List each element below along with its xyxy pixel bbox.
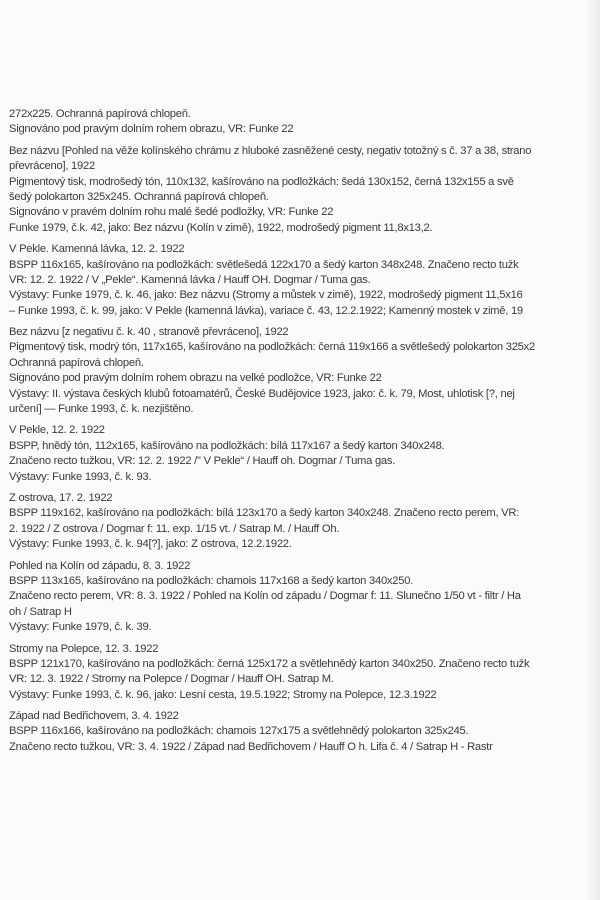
entry-line: Signováno pod pravým dolním rohem obrazu, VR: Funke 22 bbox=[9, 123, 294, 136]
entry-title: Stromy na Polepce, 12. 3. 1922 bbox=[9, 642, 159, 655]
catalog-text bbox=[9, 107, 600, 761]
entry-line: Výstavy: Funke 1993, č. k. 96, jako: Lesní cesta, 19.5.1922; Stromy na Polepce, 12.3.1922 bbox=[9, 688, 437, 701]
entry-line: Značeno recto tužkou, VR: 12. 2. 1922 /" V Pekle“ / Hauff oh. Dogmar / Tuma gas. bbox=[9, 455, 396, 468]
catalog-entry bbox=[9, 709, 600, 755]
entry-title: Z ostrova, 17. 2. 1922 bbox=[9, 491, 113, 504]
entry-line: Značeno recto tužkou, VR: 3. 4. 1922 / Západ nad Bedřichovem / Hauff O h. Lifa č. 4 / Satrap H - Rastr bbox=[9, 740, 493, 753]
entry-line: BSPP 119x162, kašírováno na podložkách: bílá 123x170 a šedý karton 340x248. Značeno recto perem, VR: bbox=[9, 507, 520, 520]
entry-line: šedý polokarton 325x245. Ochranná papírová chlopeň. bbox=[9, 190, 269, 203]
entry-line: Výstavy: Funke 1979, č. k. 46, jako: Bez názvu (Stromy a můstek v zimě), 1922, modrošedý pigment 11,5x16 bbox=[9, 289, 523, 302]
entry-line: 2. 1922 / Z ostrova / Dogmar f: 11. exp. 1/15 vt. / Satrap M. / Hauff Oh. bbox=[9, 522, 340, 535]
entry-line: BSPP 116x166, kašírováno na podložkách: chamois 127x175 a světlehnědý polokarton 325x245. bbox=[9, 725, 469, 738]
entry-line: BSPP 116x165, kašírováno na podložkách: světlešedá 122x170 a šedý karton 348x248. Značeno recto tužk bbox=[9, 258, 519, 271]
entry-line: oh / Satrap H bbox=[9, 605, 72, 618]
entry-line: BSPP 121x170, kašírováno na podložkách: černá 125x172 a světlehnědý karton 340x250. Značeno recto tužk bbox=[9, 657, 530, 670]
entry-line: Pigmentový tisk, modrý tón, 117x165, kašírováno na podložkách: černá 119x166 a světlešedý polokarton 325x2 bbox=[9, 341, 535, 354]
catalog-entry bbox=[9, 107, 600, 138]
entry-title: Bez názvu [z negativu č. k. 40 , stranově převráceno], 1922 bbox=[9, 326, 289, 339]
entry-line: Značeno recto perem, VR: 8. 3. 1922 / Pohled na Kolín od západu / Dogmar f: 11. Slunečno 1/50 vt - filtr / Ha bbox=[9, 590, 521, 603]
entry-line: Funke 1979, č.k. 42, jako: Bez názvu (Kolín v zimě), 1922, modrošedý pigment 11,8x13,2. bbox=[9, 221, 433, 234]
catalog-entry bbox=[9, 642, 600, 704]
entry-title: Západ nad Bedřichovem, 3. 4. 1922 bbox=[9, 710, 179, 723]
entry-line: BSPP, hnědý tón, 112x165, kašírováno na podložkách: bílá 117x167 a šedý karton 340x248. bbox=[9, 439, 445, 452]
entry-line: VR: 12. 3. 1922 / Stromy na Polepce / Dogmar / Hauff OH. Satrap M. bbox=[9, 673, 334, 686]
entry-line: BSPP 113x165, kašírováno na podložkách: chamois 117x168 a šedý karton 340x250. bbox=[9, 574, 414, 587]
entry-line: 272x225. Ochranná papírová chlopeň. bbox=[9, 108, 191, 120]
entry-title: Pohled na Kolín od západu, 8. 3. 1922 bbox=[9, 559, 191, 572]
entry-line: Ochranná papírová chlopeň. bbox=[9, 356, 144, 369]
entry-title: Bez názvu [Pohled na věže kolínského chrámu z hluboké zasněžené cesty, negativ totožný s č. 37 a 38, strano bbox=[9, 144, 532, 157]
entry-line: Pigmentový tisk, modrošedý tón, 110x132, kašírováno na podložkách: šedá 130x152, černá 132x155 a svě bbox=[9, 175, 514, 188]
entry-line: Signováno pod pravým dolním rohem obrazu na velké podložce, VR: Funke 22 bbox=[9, 372, 382, 385]
entry-line: určení] — Funke 1993, č. k. nezjištěno. bbox=[9, 403, 194, 416]
catalog-entry bbox=[9, 242, 600, 319]
catalog-entry bbox=[9, 325, 600, 417]
entry-title: V Pekle. Kamenná lávka, 12. 2. 1922 bbox=[9, 243, 185, 256]
entry-line: VR: 12. 2. 1922 / V „Pekle“. Kamenná lávka / Hauff OH. Dogmar / Tuma gas. bbox=[9, 273, 371, 286]
entry-line: převráceno], 1922 bbox=[9, 160, 95, 173]
catalog-entry bbox=[9, 491, 600, 553]
entry-line: – Funke 1993, č. k. 99, jako: V Pekle (kamenná lávka), variace č. 43, 12.2.1922; Kamenný mostek v zimě, 19 bbox=[9, 304, 523, 317]
entry-line: Výstavy: II. výstava českých klubů fotoamatérů, České Budějovice 1923, jako: č. k. 79, Most, uhlotisk [?, nej bbox=[9, 387, 515, 400]
entry-line: Výstavy: Funke 1993, č. k. 93. bbox=[9, 470, 152, 483]
entry-line: Signováno v pravém dolním rohu malé šedé podložky, VR: Funke 22 bbox=[9, 206, 334, 219]
entry-line: Výstavy: Funke 1993, č. k. 94[?], jako: Z ostrova, 12.2.1922. bbox=[9, 538, 292, 551]
entry-line: Výstavy: Funke 1979, č. k. 39. bbox=[9, 621, 152, 634]
catalog-entry bbox=[9, 423, 600, 485]
catalog-entry bbox=[9, 559, 600, 636]
catalog-entry bbox=[9, 144, 600, 236]
entry-title: V Pekle, 12. 2. 1922 bbox=[9, 424, 105, 437]
